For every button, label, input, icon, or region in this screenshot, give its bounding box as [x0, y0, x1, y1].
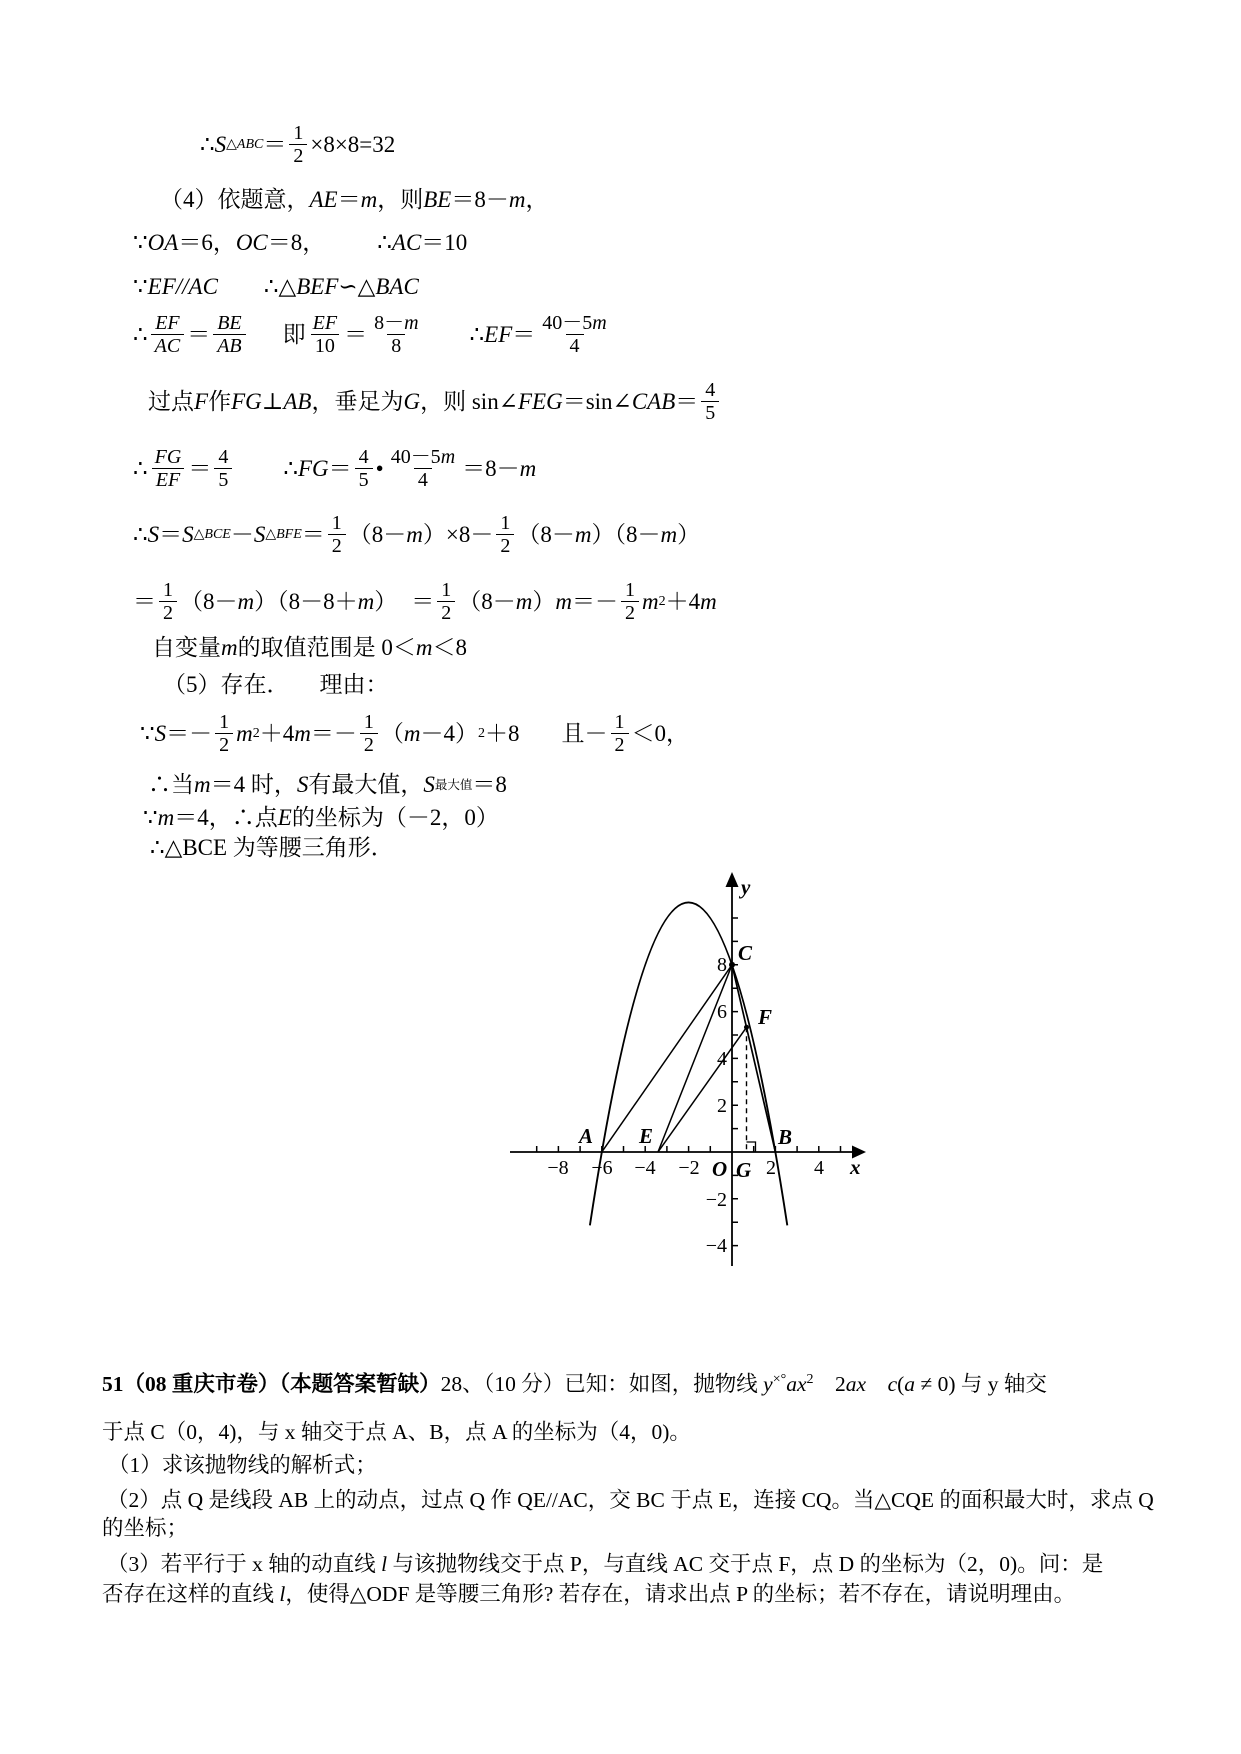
fraction: $\frac{40-5m}{4}$ [542, 312, 607, 358]
solution-line-10: 自变量 m 的取值范围是 0＜ m ＜8 [152, 635, 467, 660]
solution-line-15: ∴△BCE 为等腰三角形． [150, 835, 394, 860]
x-axis-label: x [850, 1155, 861, 1179]
spacer [235, 468, 283, 469]
spacer [426, 334, 470, 335]
fraction: $\frac{8-m}{8}$ [374, 312, 419, 358]
x-tick-label: 4 [814, 1157, 824, 1179]
solution-line-1: ∴ S △ABC ＝ $\frac{1}{2}$ ×8×8=32 [200, 122, 396, 168]
problem-line-5: 的坐标； [102, 1516, 189, 1540]
spacer [325, 243, 377, 244]
segment-EF [658, 1027, 747, 1152]
point-F-dot [744, 1025, 749, 1030]
spacer [249, 334, 283, 335]
x-tick-label: −6 [591, 1157, 613, 1179]
fraction: $\frac{EF}{AC}$ [151, 312, 185, 358]
fraction: $\frac{EF}{10}$ [312, 312, 338, 358]
problem-line-4: （2）点 Q 是线段 AB 上的动点，过点 Q 作 QE//AC，交 BC 于点 E，连接 CQ。当△CQE 的面积最大时，求点 Q [107, 1488, 1154, 1512]
figure-parabola-graph [490, 850, 870, 1290]
solution-line-5: ∴ $\frac{EF}{AC}$ ＝ $\frac{BE}{AB}$ 即 $\frac{EF}{10}$ ＝ $\frac{8-m}{8}$ ∴ EF ＝ $\frac{40-5m}{4}$ [133, 312, 614, 358]
fraction: $\frac{1}{2}$ [159, 579, 177, 625]
y-tick-label: −4 [705, 1235, 727, 1257]
fraction: $\frac{BE}{AB}$ [213, 312, 245, 358]
origin-label: O [712, 1157, 728, 1181]
solution-line-14: ∵ m ＝4，∴点 E 的坐标为（－2，0） [143, 805, 499, 830]
x-tick-label: −2 [678, 1157, 700, 1179]
fraction: $\frac{1}{2}$ [496, 512, 514, 558]
spacer [397, 601, 411, 602]
y-tick-label: 6 [717, 1001, 727, 1023]
solution-line-4: ∵ EF // AC ∴△ BEF ∽△ BAC [133, 274, 419, 299]
figure-svg [490, 850, 870, 1290]
spacer [520, 733, 562, 734]
problem-line-7: 否存在这样的直线 l，使得△ODF 是等腰三角形? 若存在，请求出点 P 的坐标；若不存在，请说明理由。 [102, 1582, 1076, 1606]
solution-line-12: ∵ S ＝－ $\frac{1}{2}$ m 2 ＋4 m ＝－ $\frac{1}{2}$ （ m －4） 2 ＋8 且－ $\frac{1}{2}$ ＜0， [140, 711, 690, 757]
problem-line-3: （1）求该抛物线的解析式； [108, 1453, 377, 1477]
fraction: $\frac{FG}{EF}$ [151, 446, 186, 492]
y-tick-label: 8 [717, 954, 727, 976]
solution-line-6: 过点 F 作 FG ⊥ AB ，垂足为 G ，则 sin∠ FEG ＝sin∠ CAB ＝ $\frac{4}{5}$ [148, 379, 722, 425]
x-tick-label: −8 [547, 1157, 569, 1179]
segment-CB [732, 965, 775, 1152]
fraction: $\frac{1}{2}$ [621, 579, 639, 625]
fraction: $\frac{4}{5}$ [355, 446, 373, 492]
fraction: $\frac{1}{2}$ [611, 711, 629, 757]
solution-line-7: ∴ $\frac{FG}{EF}$ ＝ $\frac{4}{5}$ ∴ FG ＝ $\frac{4}{5}$ • $\frac{40-5m}{4}$ ＝8－ m [133, 446, 537, 492]
solution-line-13: ∴当 m ＝4 时， S 有最大值， S 最大值 ＝8 [148, 772, 507, 797]
solution-line-9: ＝ $\frac{1}{2}$ （8－ m ）（8－8＋ m ） ＝ $\frac{1}{2}$ （8－ m ） m ＝－ $\frac{1}{2}$ m 2 ＋4 m [133, 579, 717, 625]
fraction: $\frac{4}{5}$ [214, 446, 232, 492]
y-axis-arrow [726, 872, 739, 887]
fraction: $\frac{40-5m}{4}$ [390, 446, 456, 492]
fraction: $\frac{1}{2}$ [289, 122, 307, 168]
point-label-C: C [738, 941, 753, 965]
point-label-F: F [758, 1005, 773, 1029]
fraction: $\frac{1}{2}$ [437, 579, 455, 625]
solution-line-2: （4）依题意， AE ＝ m ，则 BE ＝8－ m ， [160, 187, 549, 212]
y-axis-label: y [741, 875, 751, 899]
x-tick-label: −4 [634, 1157, 656, 1179]
fraction: $\frac{1}{2}$ [360, 711, 378, 757]
x-tick-label: 2 [766, 1157, 776, 1179]
point-label-E: E [638, 1124, 654, 1148]
fraction: $\frac{1}{2}$ [215, 711, 233, 757]
y-tick-label: 4 [717, 1048, 727, 1070]
solution-line-11: （5）存在． 理由： [163, 672, 389, 697]
solution-line-8: ∴ S ＝ S △BCE － S △BFE ＝ $\frac{1}{2}$ （8－ m ）×8－ $\frac{1}{2}$ （8－ m ）（8－ m ） [133, 512, 701, 558]
solution-line-3: ∵ OA ＝6， OC ＝8， ∴ AC ＝10 [133, 230, 468, 255]
fraction: $\frac{1}{2}$ [328, 512, 346, 558]
point-label-B: B [777, 1125, 793, 1149]
point-label-G: G [736, 1158, 752, 1182]
y-tick-label: 2 [717, 1095, 727, 1117]
spacer [218, 287, 264, 288]
segment-AC [602, 965, 732, 1152]
point-C-dot [729, 962, 735, 968]
problem-line-6: （3）若平行于 x 轴的动直线 l 与该抛物线交于点 P，与直线 AC 交于点 F，点 D 的坐标为（2，0)。问：是 [107, 1552, 1104, 1576]
problem-line-1: 51（08 重庆市卷）（本题答案暂缺）28、（10 分）已知：如图，抛物线 $y^{\times^\circ}ax^2$ 2ax c(a ≠ 0) 与 y 轴交 [102, 1371, 1047, 1396]
fraction: $\frac{4}{5}$ [701, 379, 719, 425]
point-label-A: A [578, 1124, 594, 1148]
problem-line-2: 于点 C（0，4)，与 x 轴交于点 A、B，点 A 的坐标为（4，0)。 [102, 1420, 691, 1444]
spacer [290, 685, 320, 686]
y-tick-label: −2 [705, 1189, 727, 1211]
